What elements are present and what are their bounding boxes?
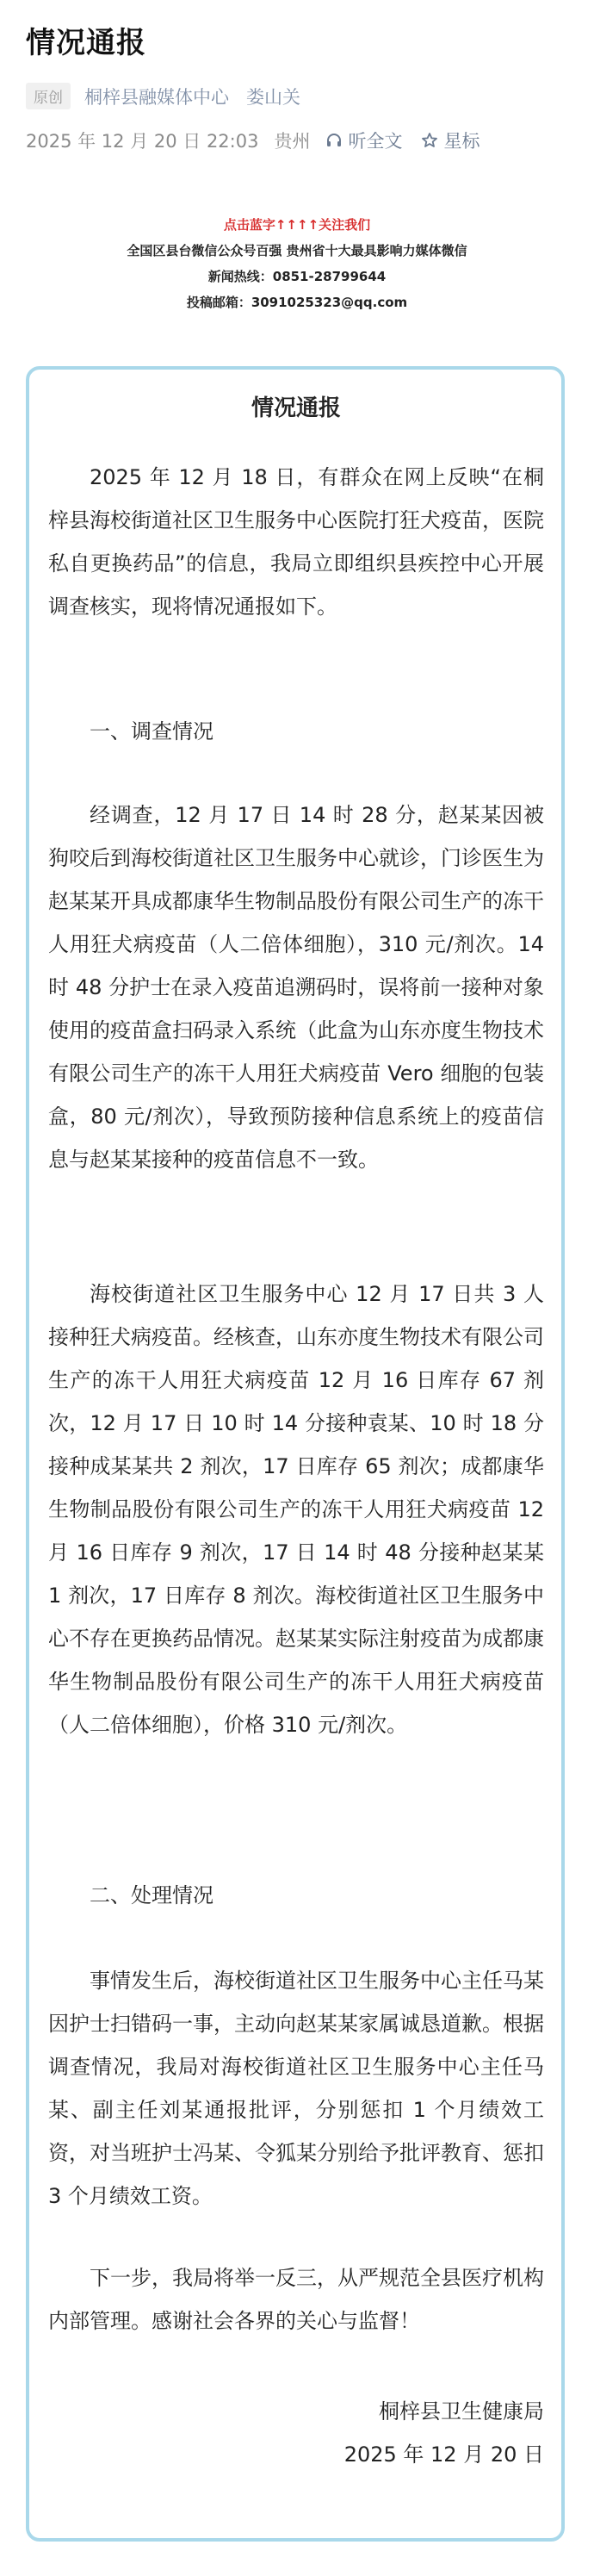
signature-org: 桐梓县卫生健康局	[379, 2399, 544, 2424]
section-heading-handling: 二、处理情况	[90, 1883, 213, 1907]
publish-location: 贵州	[274, 131, 311, 152]
notice-intro: 2025 年 12 月 18 日，有群众在网上反映“在桐梓县海校街道社区卫生服务中心医院打狂犬疫苗，医院私自更换药品”的信息，我局立即组织县疾控中心开展调查核实，现将情况通报如下。	[48, 465, 544, 619]
article-title: 情况通报	[26, 26, 146, 60]
banner-email-text: 投稿邮箱：3091025323@qq.com	[186, 295, 408, 310]
investigation-paragraph-2: 海校街道社区卫生服务中心 12 月 17 日共 3 人接种狂犬病疫苗。经核查，山东亦度生物技术有限公司生产的冻干人用狂犬病疫苗 12 月 16 日库存 67 剂次，12 月 17 日 10 时 14 分接种袁某、10 时 18 分接种成某某共 2 剂次，17 日库存 65 剂次；成都康华生物制品股份有限公司生产的冻干人用狂犬病疫苗 12 月 16 日库存 9 剂次，17 日 14 时 48 分接种赵某某 1 剂次，17 日库存 8 剂次。海校街道社区卫生服务中心不存在更换药品情况。赵某某实际注射疫苗为成都康华生物制品股份有限公司生产的冻干人用狂犬病疫苗（人二倍体细胞），价格 310 元/剂次。	[48, 1282, 544, 1737]
banner-ranking-text: 全国区县台微信公众号百强 贵州省十大最具影响力媒体微信	[127, 243, 467, 258]
star-label: 星标	[443, 131, 480, 152]
section-heading-investigation: 一、调查情况	[90, 719, 213, 744]
signature-date: 2025 年 12 月 20 日	[343, 2442, 544, 2467]
follow-prompt[interactable]: 点击蓝字↑↑↑↑关注我们	[223, 217, 371, 233]
listen-label: 听全文	[348, 131, 403, 152]
banner-hotline-text: 新闻热线：0851-28799644	[207, 269, 387, 284]
article-meta-row-2	[26, 128, 498, 153]
listen-button[interactable]	[325, 128, 402, 153]
publish-datetime: 2025 年 12 月 20 日 22:03	[26, 131, 259, 152]
follow-banner	[0, 212, 594, 315]
headphones-icon	[325, 132, 343, 149]
next-steps-paragraph: 下一步，我局将举一反三，从严规范全县医疗机构内部管理。感谢社会各界的关心与监督！	[48, 2266, 544, 2333]
star-button[interactable]	[421, 128, 480, 153]
notice-card	[26, 366, 565, 2542]
article-meta-row	[26, 83, 300, 109]
handling-paragraph: 事情发生后，海校街道社区卫生服务中心主任马某因护士扫错码一事，主动向赵某某家属诚恳道歉。根据调查情况，我局对海校街道社区卫生服务中心主任马某、副主任刘某通报批评，分别惩扣 1 个月绩效工资，对当班护士冯某、令狐某分别给予批评教育、惩扣 3 个月绩效工资。	[48, 1969, 544, 2208]
star-icon	[421, 132, 438, 149]
notice-title: 情况通报	[251, 395, 341, 421]
account-name-link[interactable]: 桐梓县融媒体中心	[84, 86, 229, 108]
original-badge: 原创	[26, 83, 71, 109]
investigation-paragraph-1: 经调查，12 月 17 日 14 时 28 分，赵某某因被狗咬后到海校街道社区卫生服务中心就诊，门诊医生为赵某某开具成都康华生物制品股份有限公司生产的冻干人用狂犬病疫苗（人二倍体细胞），310 元/剂次。14 时 48 分护士在录入疫苗追溯码时，误将前一接种对象使用的疫苗盒扫码录入系统（此盒为山东亦度生物技术有限公司生产的冻干人用狂犬病疫苗 Vero 细胞的包装盒，80 元/剂次），导致预防接种信息系统上的疫苗信息与赵某某接种的疫苗信息不一致。	[48, 803, 544, 1172]
author-name[interactable]: 娄山关	[246, 86, 300, 108]
